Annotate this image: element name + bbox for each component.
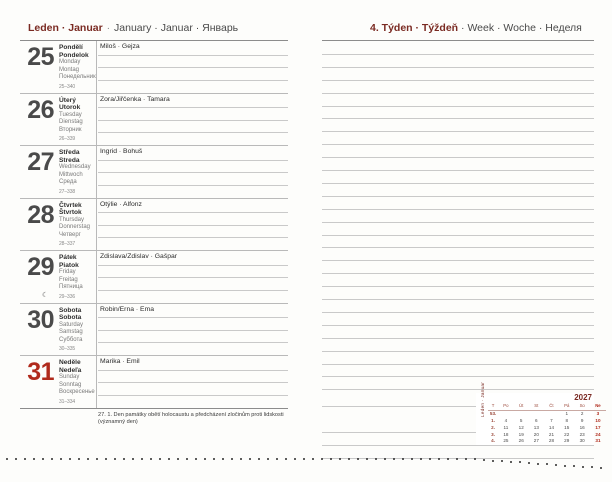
- rule-line: [98, 185, 288, 186]
- perforation-dot: [501, 460, 503, 462]
- weekday-en: Thursday: [59, 216, 85, 223]
- weekday-sk: Utorok: [59, 104, 81, 112]
- mini-calendar: [476, 381, 601, 445]
- weekday-en: Sunday: [59, 374, 80, 381]
- mini-cal-day[interactable]: [529, 410, 544, 417]
- day-number: 29: [27, 253, 54, 281]
- day-weekday-names: [57, 41, 96, 93]
- day-weekday-names: [57, 251, 96, 303]
- weekday-de: Donnerstag: [59, 224, 91, 231]
- perforation-dot: [438, 458, 440, 460]
- perforation-dot: [78, 458, 80, 460]
- weekday-sk: Pondelok: [59, 51, 89, 59]
- rule-line: [322, 445, 594, 446]
- mini-calendar-table: [488, 403, 606, 445]
- footnote: 27. 1. Den památky obětí holocaustu a předcházení zločinům proti lidskosti (významný den): [20, 408, 288, 426]
- mini-cal-weekday-header: Út: [514, 403, 529, 410]
- mini-cal-day[interactable]: [514, 410, 529, 417]
- day-writing-lines[interactable]: [98, 146, 288, 198]
- mini-cal-week-row: [488, 424, 606, 431]
- weekday-en: Tuesday: [59, 111, 82, 118]
- mini-cal-week-row: [488, 410, 606, 417]
- mini-calendar-year: 2027: [574, 393, 592, 402]
- weekday-en: Monday: [59, 59, 81, 66]
- perforation-dot: [60, 458, 62, 460]
- left-page: [20, 22, 288, 462]
- rule-line: [322, 286, 594, 287]
- perforation-dot: [465, 458, 467, 460]
- mini-cal-weekday-header: Po: [498, 403, 513, 410]
- weekday-count: 29–336: [59, 293, 76, 300]
- perforation-dot: [546, 463, 548, 465]
- mini-cal-day[interactable]: 19: [518, 431, 524, 437]
- rule-line: [322, 67, 594, 68]
- day-label-column: [20, 146, 96, 198]
- perforation-dot: [402, 458, 404, 460]
- perforation-dot: [321, 458, 323, 460]
- perforation-dot: [186, 458, 188, 460]
- rule-line: [98, 55, 288, 56]
- notes-ruled-area[interactable]: [322, 40, 594, 393]
- rule-line: [322, 325, 594, 326]
- mini-cal-day[interactable]: 5: [519, 417, 523, 423]
- perforation-dot: [582, 466, 584, 468]
- perforation-dot: [330, 458, 332, 460]
- rule-line: [322, 93, 594, 94]
- rule-line: [98, 265, 288, 266]
- perforation-dot: [420, 458, 422, 460]
- perforation-dot: [195, 458, 197, 460]
- mini-cal-day[interactable]: 18: [503, 431, 509, 437]
- mini-cal-week-row: [488, 431, 606, 438]
- rule-line: [322, 131, 594, 132]
- weekday-en: Saturday: [59, 321, 84, 328]
- perforation-dot: [276, 458, 278, 460]
- weekday-count: 25–340: [59, 83, 76, 90]
- day-weekday-names: [57, 199, 96, 251]
- weekday-en: Wednesday: [59, 164, 91, 171]
- day-row[interactable]: [20, 198, 288, 251]
- perforation-line: [0, 458, 612, 464]
- perforation-dot: [555, 464, 557, 466]
- rule-line: [322, 106, 594, 107]
- day-rows: [20, 40, 288, 408]
- mini-cal-day[interactable]: 8: [565, 417, 569, 423]
- mini-cal-weekday-header: T: [488, 403, 498, 410]
- perforation-dot: [222, 458, 224, 460]
- day-writing-lines[interactable]: [98, 251, 288, 303]
- perforation-dot: [258, 458, 260, 460]
- weekday-de: Sonntag: [59, 381, 82, 388]
- weekday-cz: Čtvrtek: [59, 201, 82, 209]
- rule-line: [98, 67, 288, 68]
- weekday-de: Mittwoch: [59, 171, 83, 178]
- column-divider: [96, 94, 97, 146]
- month-secondary: January · Januar · Январь: [114, 22, 239, 34]
- perforation-dot: [510, 461, 512, 463]
- weekday-count: 28–337: [59, 241, 76, 248]
- perforation-dot: [447, 458, 449, 460]
- mini-cal-weekday-header: Čt: [544, 403, 559, 410]
- perforation-dot: [519, 461, 521, 463]
- rule-line: [322, 144, 594, 145]
- rule-line: [98, 370, 288, 371]
- perforation-dot: [240, 458, 242, 460]
- nameday-names: Otýlie · Alfonz: [100, 200, 142, 208]
- perforation-dot: [294, 458, 296, 460]
- nameday-names: Zora/Jiřčenka · Tamara: [100, 95, 170, 103]
- rule-line: [98, 395, 288, 396]
- nameday-names: Miloš · Gejza: [100, 43, 140, 50]
- month-header: [20, 22, 288, 34]
- perforation-dot: [132, 458, 134, 460]
- perforation-dot: [159, 458, 161, 460]
- day-number: 25: [27, 43, 54, 71]
- mini-cal-week-number: 2.: [491, 424, 496, 430]
- mini-cal-week-number: 3.: [491, 431, 496, 437]
- day-label-column: [20, 41, 96, 93]
- mini-cal-weekday-header: Ne: [590, 403, 606, 410]
- weekday-sk: Sobota: [59, 314, 82, 322]
- rule-line: [98, 342, 288, 343]
- perforation-dot: [15, 458, 17, 460]
- right-page: [322, 22, 601, 462]
- week-primary: 4. Týden · Týždeň: [370, 22, 459, 34]
- header-separator: ·: [103, 22, 114, 34]
- notes-bottom-area[interactable]: [322, 381, 601, 463]
- perforation-dot: [483, 459, 485, 461]
- mini-cal-day[interactable]: 26: [518, 438, 524, 444]
- day-writing-lines[interactable]: [98, 199, 288, 251]
- weekday-count: 27–338: [59, 188, 76, 195]
- perforation-dot: [105, 458, 107, 460]
- rule-line: [322, 209, 594, 210]
- weekday-cz: Pondělí: [59, 44, 83, 51]
- perforation-dot: [375, 458, 377, 460]
- day-number: 28: [27, 200, 54, 229]
- weekday-de: Montag: [59, 66, 80, 73]
- mini-cal-day[interactable]: 4: [504, 417, 508, 423]
- rule-line: [98, 237, 288, 238]
- mini-calendar-month-label: Leden · Januar: [480, 381, 485, 417]
- perforation-dot: [339, 458, 341, 460]
- mini-cal-weekday-header: So: [574, 403, 589, 410]
- perforation-dot: [231, 458, 233, 460]
- rule-line: [98, 290, 288, 291]
- column-divider: [96, 356, 97, 408]
- perforation-dot: [267, 458, 269, 460]
- weekday-sk: Štvrtok: [59, 209, 82, 217]
- rule-line: [98, 80, 288, 81]
- day-number: 30: [27, 305, 54, 334]
- week-secondary: · Week · Woche · Неделя: [461, 22, 582, 34]
- day-writing-lines[interactable]: [98, 304, 288, 356]
- mini-cal-day[interactable]: 17: [595, 424, 601, 430]
- perforation-dot: [591, 466, 593, 468]
- week-header: [322, 22, 594, 34]
- mini-cal-week-number: 1.: [491, 417, 496, 423]
- rule-line: [98, 120, 288, 121]
- weekday-cz: Středa: [59, 149, 80, 156]
- rule-line: [322, 222, 594, 223]
- perforation-dot: [285, 458, 287, 460]
- rule-line: [98, 107, 288, 108]
- weekday-de: Dienstag: [59, 119, 83, 126]
- mini-cal-day[interactable]: 11: [503, 424, 509, 430]
- day-row[interactable]: [20, 40, 288, 93]
- weekday-ru: Воскресенье: [59, 389, 95, 396]
- day-label-column: [20, 94, 96, 146]
- weekday-ru: Среда: [59, 179, 77, 186]
- mini-cal-day[interactable]: 10: [595, 417, 601, 423]
- mini-cal-day[interactable]: 30: [579, 438, 585, 444]
- rule-line: [98, 160, 288, 161]
- perforation-dot: [168, 458, 170, 460]
- mini-cal-day[interactable]: 9: [580, 417, 584, 423]
- mini-cal-week-row: [488, 438, 606, 445]
- perforation-dot: [474, 458, 476, 460]
- weekday-en: Friday: [59, 269, 76, 276]
- perforation-dot: [150, 458, 152, 460]
- weekday-sk: Nedeľa: [59, 366, 82, 374]
- perforation-dot: [528, 462, 530, 464]
- day-row[interactable]: [20, 145, 288, 198]
- mini-cal-day[interactable]: 14: [548, 424, 555, 430]
- column-divider: [96, 251, 97, 303]
- perforation-dot: [366, 458, 368, 460]
- weekday-cz: Pátek: [59, 254, 77, 261]
- mini-cal-day[interactable]: 16: [579, 424, 585, 430]
- weekday-count: 30–335: [59, 346, 76, 353]
- rule-line: [322, 338, 594, 339]
- day-weekday-names: [57, 146, 96, 198]
- rule-line: [322, 157, 594, 158]
- perforation-dot: [564, 465, 566, 467]
- mini-cal-day[interactable]: 3: [596, 411, 600, 417]
- mini-cal-day[interactable]: 21: [548, 431, 555, 437]
- perforation-dot: [393, 458, 395, 460]
- weekday-ru: Вторник: [59, 126, 82, 133]
- mini-cal-day[interactable]: 6: [535, 417, 538, 423]
- rule-line: [322, 235, 594, 236]
- rule-line: [98, 212, 288, 213]
- weekday-count: 26–339: [59, 136, 76, 143]
- perforation-dot: [87, 458, 89, 460]
- perforation-dot: [177, 458, 179, 460]
- perforation-dot: [123, 458, 125, 460]
- perforation-dot: [249, 458, 251, 460]
- rule-line: [322, 196, 594, 197]
- month-primary: Leden · Januar: [28, 22, 103, 34]
- mini-cal-day[interactable]: 25: [503, 438, 509, 444]
- mini-cal-day[interactable]: 28: [548, 438, 555, 444]
- weekday-count: 31–334: [59, 398, 76, 405]
- day-row[interactable]: [20, 303, 288, 356]
- weekday-ru: Четверг: [59, 231, 81, 238]
- rule-line: [98, 172, 288, 173]
- mini-cal-day[interactable]: 15: [564, 424, 570, 430]
- mini-cal-day[interactable]: 24: [595, 431, 601, 437]
- rule-line: [322, 183, 594, 184]
- rule-line: [322, 118, 594, 119]
- mini-cal-day[interactable]: 27: [533, 438, 539, 444]
- rule-line: [98, 382, 288, 383]
- mini-cal-day[interactable]: 31: [595, 438, 601, 444]
- mini-cal-day[interactable]: [498, 410, 513, 417]
- weekday-cz: Sobota: [59, 306, 82, 314]
- rule-line: [322, 312, 594, 313]
- day-weekday-names: [57, 356, 96, 408]
- mini-cal-day[interactable]: 12: [518, 424, 524, 430]
- mini-cal-day[interactable]: 22: [564, 431, 570, 437]
- perforation-dot: [537, 463, 539, 465]
- mini-cal-day[interactable]: 20: [533, 431, 539, 437]
- rule-line: [322, 299, 594, 300]
- perforation-dot: [6, 458, 8, 460]
- day-weekday-names: [57, 94, 96, 146]
- rule-line: [322, 389, 594, 390]
- perforation-dot: [141, 458, 143, 460]
- weekday-sk: Streda: [59, 156, 80, 164]
- perforation-dot: [96, 458, 98, 460]
- day-number: 27: [27, 148, 54, 176]
- rule-line: [322, 80, 594, 81]
- rule-line: [98, 330, 288, 331]
- weekday-ru: Суббота: [59, 336, 83, 343]
- perforation-dot: [411, 458, 413, 460]
- rule-line: [322, 364, 594, 365]
- perforation-dot: [492, 460, 494, 462]
- day-row[interactable]: [20, 355, 288, 408]
- mini-cal-day[interactable]: 2: [580, 411, 584, 417]
- day-label-column: [20, 356, 96, 408]
- rule-line: [322, 376, 594, 377]
- mini-cal-day[interactable]: 13: [533, 424, 539, 430]
- perforation-dot: [204, 458, 206, 460]
- weekday-sk: Piatok: [59, 261, 79, 269]
- weekday-de: Freitag: [59, 276, 78, 283]
- rule-line: [98, 132, 288, 133]
- mini-cal-week-number: 4.: [491, 438, 496, 444]
- day-row[interactable]: [20, 93, 288, 146]
- day-label-column: [20, 304, 96, 356]
- rule-line: [322, 351, 594, 352]
- perforation-dot: [429, 458, 431, 460]
- mini-cal-weekday-header: Pá: [559, 403, 574, 410]
- day-number: 31: [27, 358, 54, 386]
- perforation-dot: [456, 458, 458, 460]
- rule-line: [322, 170, 594, 171]
- day-writing-lines[interactable]: [98, 41, 288, 93]
- weekday-cz: Neděle: [59, 359, 81, 366]
- rule-line: [322, 260, 594, 261]
- perforation-dot: [114, 458, 116, 460]
- perforation-dot: [600, 467, 602, 469]
- perforation-dot: [24, 458, 26, 460]
- mini-cal-day[interactable]: 23: [579, 431, 585, 437]
- day-row[interactable]: [20, 250, 288, 303]
- nameday-names: Zdislava/Zdislav · Gašpar: [100, 253, 178, 260]
- mini-cal-day[interactable]: 29: [564, 438, 570, 444]
- perforation-dot: [573, 465, 575, 467]
- mini-cal-day[interactable]: [544, 410, 559, 417]
- weekday-ru: Пятница: [59, 284, 83, 291]
- weekday-cz: Úterý: [59, 96, 76, 104]
- weekday-de: Samstag: [59, 329, 83, 336]
- rule-line: [322, 273, 594, 274]
- column-divider: [96, 41, 97, 93]
- column-divider: [96, 304, 97, 356]
- column-divider: [96, 146, 97, 198]
- perforation-dot: [51, 458, 53, 460]
- nameday-names: Ingrid · Bohuš: [100, 148, 143, 155]
- rule-line: [98, 277, 288, 278]
- perforation-dot: [312, 458, 314, 460]
- mini-cal-day[interactable]: 7: [550, 417, 553, 423]
- nameday-names: Marika · Emil: [100, 358, 140, 365]
- perforation-dot: [303, 458, 305, 460]
- mini-cal-week-number: 53.: [489, 411, 497, 417]
- mini-cal-week-row: [488, 418, 606, 425]
- day-writing-lines[interactable]: [98, 94, 288, 146]
- rule-line: [322, 247, 594, 248]
- day-label-column: [20, 199, 96, 251]
- moon-phase-icon: ☾: [42, 291, 49, 299]
- rule-line: [98, 225, 288, 226]
- column-divider: [96, 199, 97, 251]
- day-writing-lines[interactable]: [98, 356, 288, 408]
- rule-line: [322, 54, 594, 55]
- perforation-dot: [42, 458, 44, 460]
- perforation-dot: [33, 458, 35, 460]
- weekday-ru: Понедельник: [59, 74, 96, 81]
- day-number: 26: [27, 95, 54, 124]
- rule-line: [98, 317, 288, 318]
- perforation-dot: [213, 458, 215, 460]
- mini-cal-weekday-header: St: [529, 403, 544, 410]
- day-label-column: [20, 251, 96, 303]
- nameday-names: Robin/Erna · Ema: [100, 305, 155, 313]
- perforation-dot: [384, 458, 386, 460]
- day-weekday-names: [57, 304, 96, 356]
- perforation-dot: [348, 458, 350, 460]
- mini-cal-day[interactable]: 1: [565, 411, 569, 417]
- perforation-dot: [69, 458, 71, 460]
- perforation-dot: [357, 458, 359, 460]
